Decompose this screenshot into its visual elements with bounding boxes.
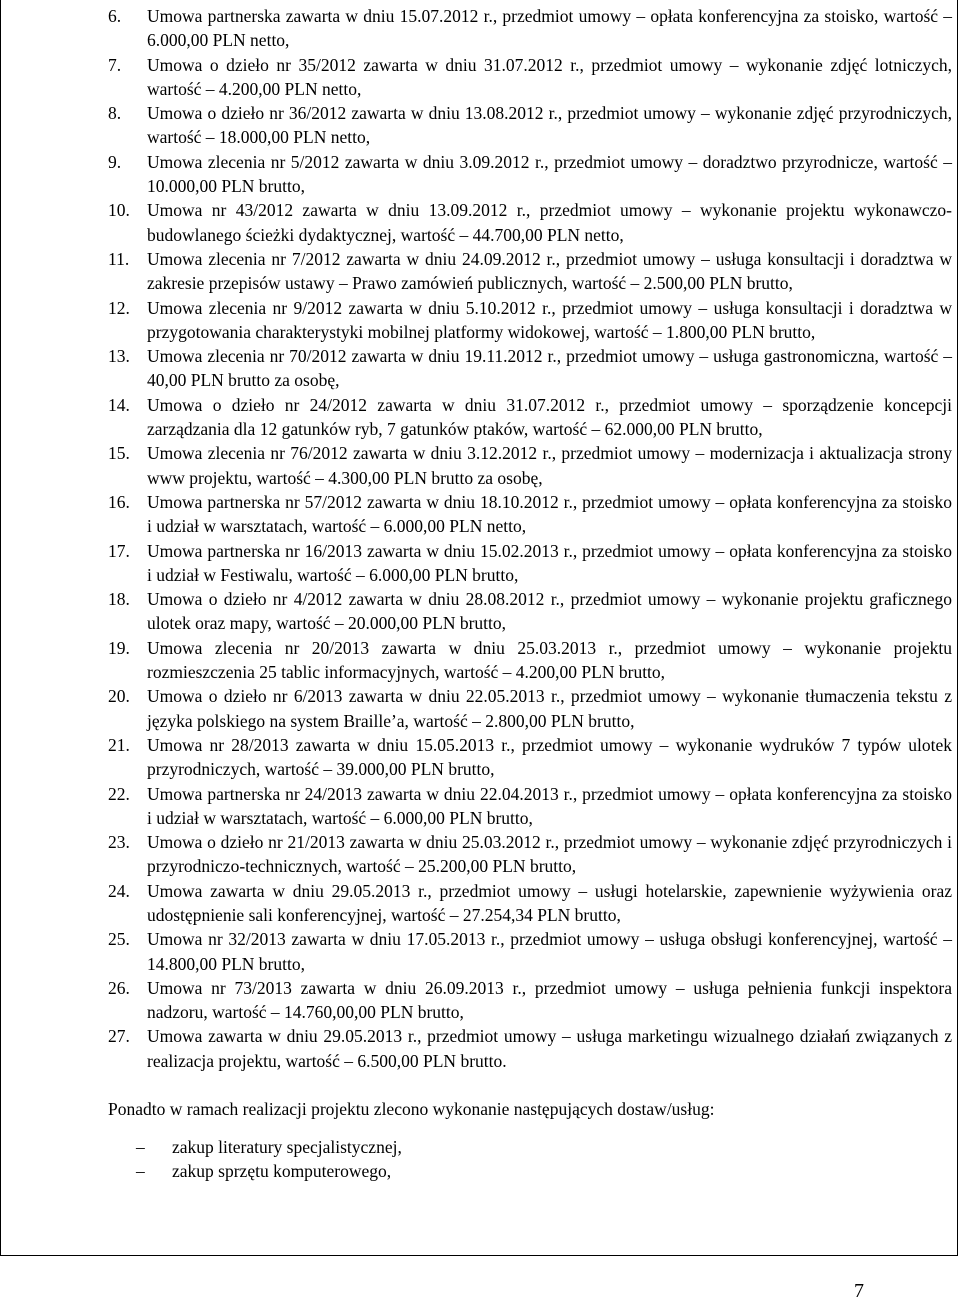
item-text: Umowa o dzieło nr 36/2012 zawarta w dniu 13.08.2012 r., przedmiot umowy – wykonanie zdjęć przyrodniczych, wartość – 18.000,00 PLN netto, (147, 103, 952, 148)
item-text: Umowa zawarta w dniu 29.05.2013 r., przedmiot umowy – usługi hotelarskie, zapewnienie wyżywienia oraz udostępnienie sali konferencyjnej, wartość – 27.254,34 PLN brutto, (147, 880, 952, 925)
list-item (108, 539, 952, 588)
item-number: 26. (108, 977, 130, 998)
item-number: 21. (108, 734, 130, 755)
item-number: 6. (108, 6, 122, 26)
item-number: 16. (108, 491, 130, 512)
list-item (108, 879, 952, 928)
item-text: Umowa nr 32/2013 zawarta w dniu 17.05.2013 r., przedmiot umowy – usługa obsługi konferencyjnej, wartość – 14.800,00 PLN brutto, (147, 929, 952, 974)
list-item (108, 1159, 952, 1183)
page-number: 7 (854, 1280, 864, 1302)
list-item (108, 247, 952, 296)
item-text: Umowa partnerska zawarta w dniu 15.07.2012 r., przedmiot umowy – opłata konferencyjna za stoisko, wartość – 6.000,00 PLN netto, (147, 6, 952, 51)
list-item (108, 344, 952, 393)
list-item (108, 490, 952, 539)
list-item (108, 927, 952, 976)
item-text: Umowa o dzieło nr 24/2012 zawarta w dniu 31.07.2012 r., przedmiot umowy – sporządzenie koncepcji zarządzania dla 12 gatunków ryb, 7 gatunków ptaków, wartość – 62.000,00 PLN brutto, (147, 394, 952, 440)
item-number: 24. (108, 880, 130, 901)
item-number: 20. (108, 686, 130, 707)
item-text: Umowa partnerska nr 24/2013 zawarta w dniu 22.04.2013 r., przedmiot umowy – opłata konferencyjna za stoisko i udział w warsztatach, wartość – 6.000,00 PLN brutto, (147, 783, 952, 828)
list-item (108, 150, 952, 199)
list-item (108, 53, 952, 102)
list-item (108, 4, 952, 53)
list-item (108, 101, 952, 150)
list-item (108, 636, 952, 685)
item-text: Umowa zlecenia nr 70/2012 zawarta w dniu 19.11.2012 r., przedmiot umowy – usługa gastronomiczna, wartość – 40,00 PLN brutto za osobę, (147, 346, 952, 391)
item-text: Umowa nr 43/2012 zawarta w dniu 13.09.2012 r., przedmiot umowy – wykonanie projektu wykonawczo-budowlanego ścieżki dydaktycznej, wartość – 44.700,00 PLN netto, (147, 200, 952, 245)
supplies-intro: Ponadto w ramach realizacji projektu zlecono wykonanie następujących dostaw/usług: (108, 1099, 715, 1120)
contracts-list (108, 4, 952, 1073)
item-text: Umowa zawarta w dniu 29.05.2013 r., przedmiot umowy – usługa marketingu wizualnego działań związanych z realizacja projektu, wartość – 6.500,00 PLN brutto. (147, 1026, 952, 1071)
item-number: 12. (108, 297, 130, 318)
item-number: 23. (108, 832, 130, 853)
list-item (108, 198, 952, 247)
item-text: Umowa o dzieło nr 4/2012 zawarta w dniu 28.08.2012 r., przedmiot umowy – wykonanie projektu graficznego ulotek oraz mapy, wartość – 20.000,00 PLN brutto, (147, 589, 952, 634)
item-text: Umowa partnerska nr 57/2012 zawarta w dniu 18.10.2012 r., przedmiot umowy – opłata konferencyjna za stoisko i udział w warsztatach, wartość – 6.000,00 PLN netto, (147, 491, 952, 537)
list-item (108, 733, 952, 782)
list-item (108, 441, 952, 490)
item-number: 19. (108, 637, 130, 658)
item-text: Umowa o dzieło nr 35/2012 zawarta w dniu 31.07.2012 r., przedmiot umowy – wykonanie zdjęć lotniczych, wartość – 4.200,00 PLN netto, (147, 54, 952, 99)
list-item (108, 976, 952, 1025)
item-text: zakup literatury specjalistycznej, (172, 1137, 402, 1158)
item-number: 18. (108, 589, 130, 610)
item-number: 17. (108, 540, 130, 561)
item-number: 15. (108, 443, 130, 464)
item-text: Umowa o dzieło nr 21/2013 zawarta w dniu 25.03.2012 r., przedmiot umowy – wykonanie zdjęć przyrodniczych i przyrodniczo-technicznych, wartość – 25.200,00 PLN brutto, (147, 832, 952, 877)
item-text: Umowa zlecenia nr 76/2012 zawarta w dniu 3.12.2012 r., przedmiot umowy – modernizacja i aktualizacja strony www projektu, wartość – 4.300,00 PLN brutto za osobę, (147, 443, 952, 488)
list-item (108, 587, 952, 636)
dash-bullet: – (136, 1137, 145, 1158)
item-number: 27. (108, 1026, 130, 1047)
list-item (108, 1024, 952, 1073)
item-text: Umowa o dzieło nr 6/2013 zawarta w dniu 22.05.2013 r., przedmiot umowy – wykonanie tłumaczenia tekstu z języka polskiego na system Braille’a, wartość – 2.800,00 PLN brutto, (147, 686, 952, 731)
document-body (108, 4, 952, 1183)
item-text: Umowa zlecenia nr 20/2013 zawarta w dniu 25.03.2013 r., przedmiot umowy – wykonanie projektu rozmieszczenia 25 tablic informacyjnych, wartość – 4.200,00 PLN brutto, (147, 637, 952, 683)
item-number: 7. (108, 54, 122, 75)
list-item (108, 830, 952, 879)
item-text: Umowa zlecenia nr 7/2012 zawarta w dniu 24.09.2012 r., przedmiot umowy – usługa konsultacji i doradztwa w zakresie przepisów ustawy – Prawo zamówień publicznych, wartość – 2.500,00 PLN brutto, (147, 248, 952, 294)
item-number: 25. (108, 929, 130, 950)
item-text: Umowa nr 73/2013 zawarta w dniu 26.09.2013 r., przedmiot umowy – usługa pełnienia funkcji inspektora nadzoru, wartość – 14.760,00,00 PLN brutto, (147, 977, 952, 1023)
list-item (108, 1135, 952, 1159)
item-number: 11. (108, 248, 130, 269)
list-item (108, 393, 952, 442)
item-text: zakup sprzętu komputerowego, (172, 1161, 392, 1182)
item-number: 9. (108, 151, 122, 172)
dash-bullet: – (136, 1161, 145, 1182)
item-text: Umowa partnerska nr 16/2013 zawarta w dniu 15.02.2013 r., przedmiot umowy – opłata konferencyjna za stoisko i udział w Festiwalu, wartość – 6.000,00 PLN brutto, (147, 540, 952, 585)
item-number: 22. (108, 783, 130, 804)
item-text: Umowa zlecenia nr 9/2012 zawarta w dniu 5.10.2012 r., przedmiot umowy – usługa konsultacji i doradztwa w przygotowania charakterystyki mobilnej platformy widokowej, wartość – 1.800,00 PLN brutto, (147, 297, 952, 342)
item-text: Umowa zlecenia nr 5/2012 zawarta w dniu 3.09.2012 r., przedmiot umowy – doradztwo przyrodnicze, wartość – 10.000,00 PLN brutto, (147, 151, 952, 197)
item-number: 10. (108, 200, 130, 221)
item-number: 8. (108, 103, 122, 124)
list-item (108, 782, 952, 831)
supplies-list (108, 1135, 952, 1183)
list-item (108, 684, 952, 733)
list-item (108, 296, 952, 345)
item-number: 14. (108, 394, 130, 415)
item-number: 13. (108, 346, 130, 367)
item-text: Umowa nr 28/2013 zawarta w dniu 15.05.2013 r., przedmiot umowy – wykonanie wydruków 7 typów ulotek przyrodniczych, wartość – 39.000,00 PLN brutto, (147, 734, 952, 780)
